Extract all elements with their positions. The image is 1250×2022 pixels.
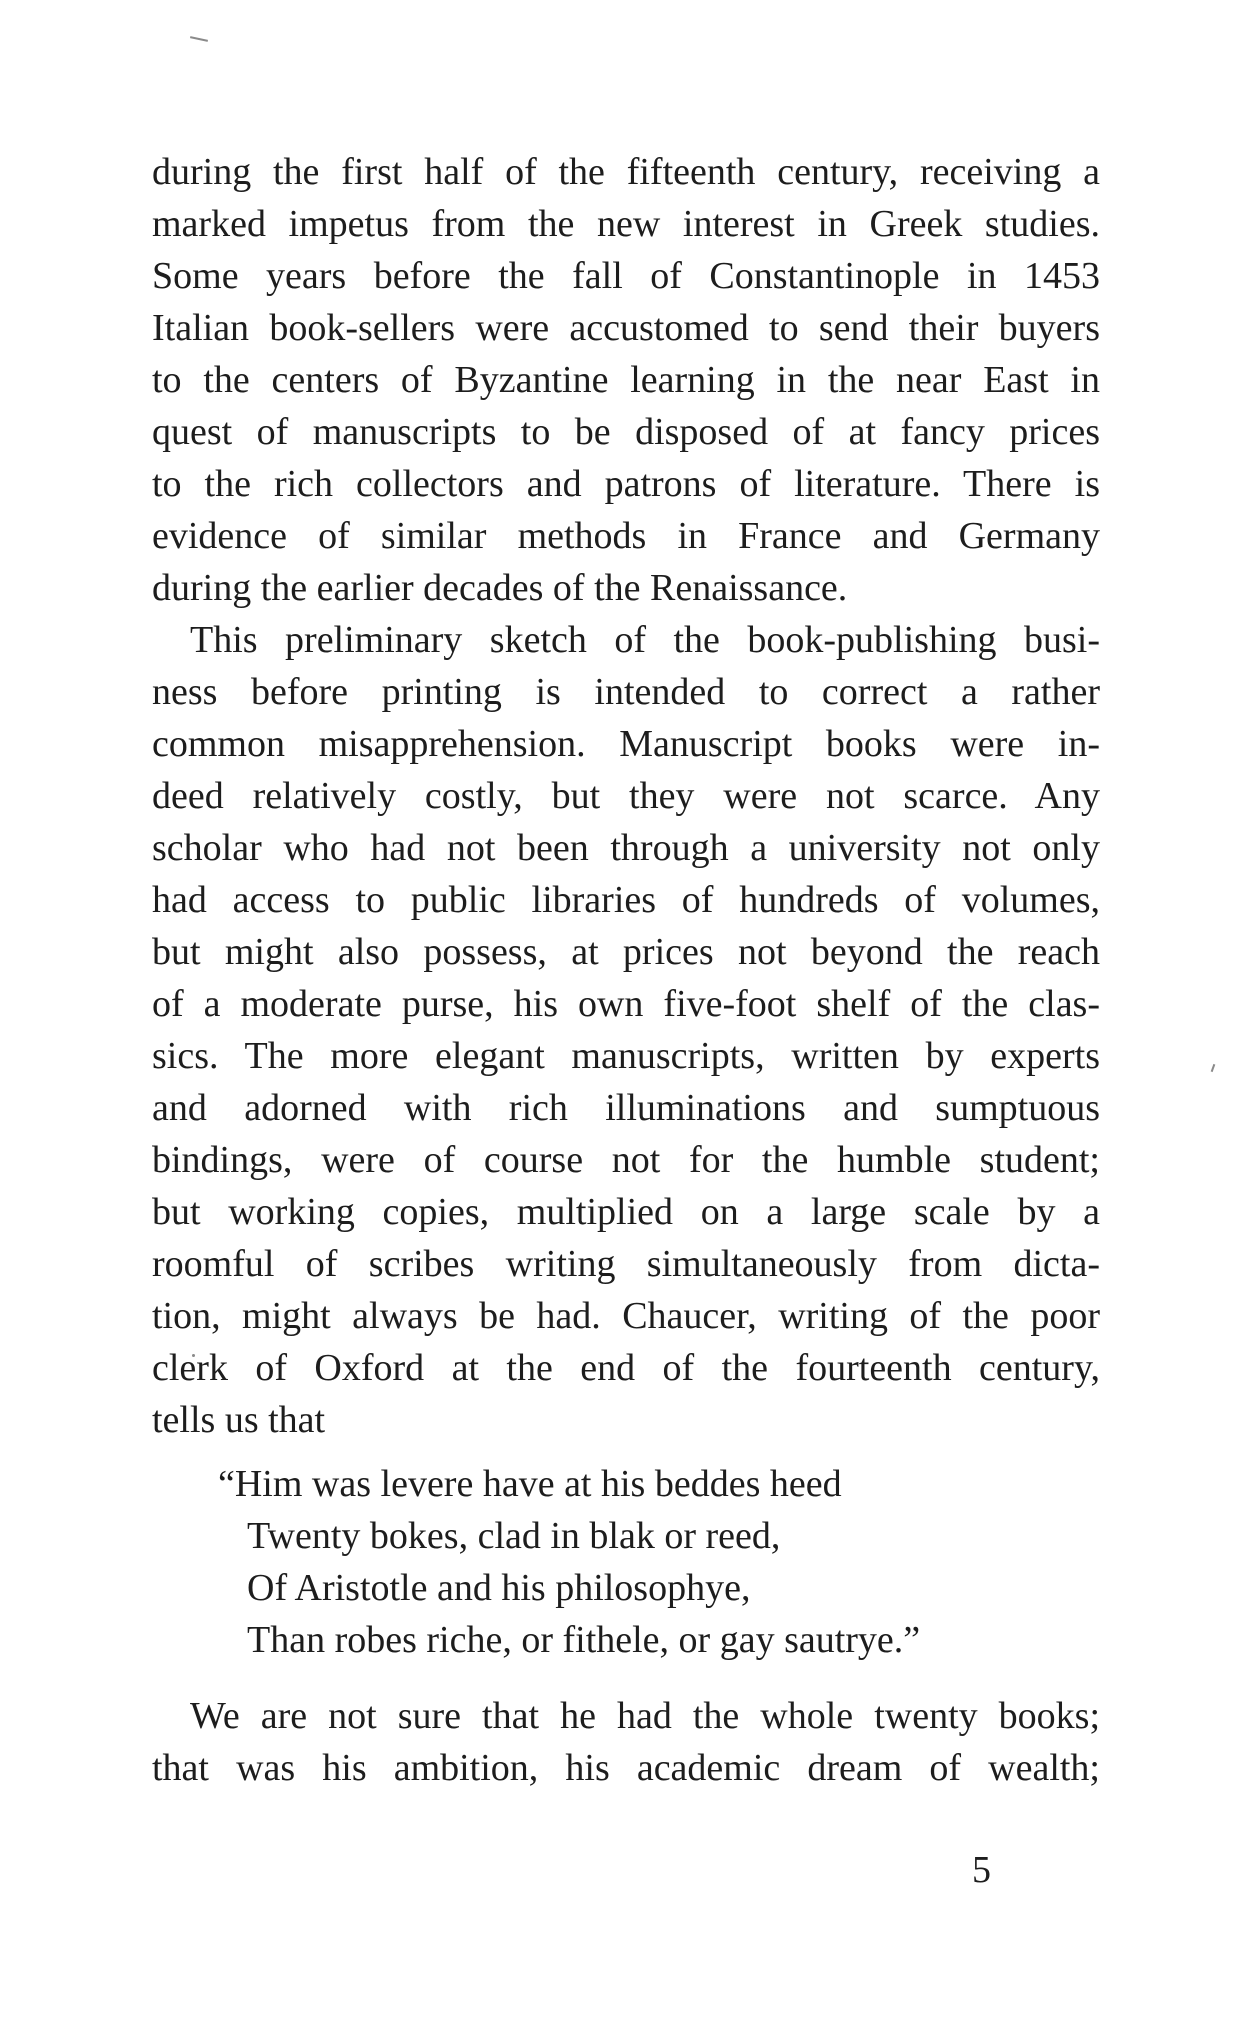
text-line: deed relatively costly, but they were not scarce. Any — [152, 775, 1100, 817]
paragraph-3 — [152, 1690, 1100, 1794]
verse-line: Twenty bokes, clad in blak or reed, — [247, 1515, 781, 1557]
scan-speck — [1211, 1064, 1216, 1072]
text-line: Italian book-sellers were accustomed to send their buyers — [152, 307, 1100, 349]
text-line: ness before printing is intended to correct a rather — [152, 671, 1100, 713]
scan-speck — [190, 36, 208, 42]
text-line: but working copies, multiplied on a large scale by a — [152, 1191, 1100, 1233]
verse-quotation — [218, 1458, 920, 1666]
text-line: to the rich collectors and patrons of literature. There is — [152, 463, 1100, 505]
text-line: to the centers of Byzantine learning in the near East in — [152, 359, 1100, 401]
text-line: evidence of similar methods in France and Germany — [152, 515, 1100, 557]
text-line: and adorned with rich illuminations and sumptuous — [152, 1087, 1100, 1129]
text-line: marked impetus from the new interest in Greek studies. — [152, 203, 1100, 245]
text-line: Some years before the fall of Constantinople in 1453 — [152, 255, 1100, 297]
text-line: bindings, were of course not for the humble student; — [152, 1139, 1100, 1181]
text-line: scholar who had not been through a university not only — [152, 827, 1100, 869]
paragraph-1 — [152, 146, 1100, 614]
verse-line: Than robes riche, or fithele, or gay sautrye.” — [247, 1619, 921, 1661]
text-line: during the first half of the fifteenth century, receiving a — [152, 151, 1100, 193]
text-line: but might also possess, at prices not beyond the reach — [152, 931, 1100, 973]
verse-line: Of Aristotle and his philosophye, — [247, 1567, 751, 1609]
text-line: clerk of Oxford at the end of the fourteenth century, — [152, 1347, 1100, 1389]
text-line: tells us that — [152, 1399, 326, 1441]
text-line: common misapprehension. Manuscript books were in- — [152, 723, 1100, 765]
text-line: quest of manuscripts to be disposed of at fancy prices — [152, 411, 1100, 453]
text-line: roomful of scribes writing simultaneously from dicta- — [152, 1243, 1100, 1285]
text-line: of a moderate purse, his own five-foot shelf of the clas- — [152, 983, 1100, 1025]
verse-line: “Him was levere have at his beddes heed — [218, 1463, 842, 1505]
text-line: tion, might always be had. Chaucer, writing of the poor — [152, 1295, 1100, 1337]
text-line: This preliminary sketch of the book-publishing busi- — [190, 619, 1100, 661]
text-line: that was his ambition, his academic dream of wealth; — [152, 1747, 1100, 1789]
text-line: We are not sure that he had the whole twenty books; — [190, 1695, 1100, 1737]
page-number: 5 — [972, 1849, 991, 1891]
text-line: had access to public libraries of hundreds of volumes, — [152, 879, 1100, 921]
text-line: during the earlier decades of the Renaissance. — [152, 567, 848, 609]
text-line: sics. The more elegant manuscripts, written by experts — [152, 1035, 1100, 1077]
paragraph-2 — [152, 614, 1100, 1446]
